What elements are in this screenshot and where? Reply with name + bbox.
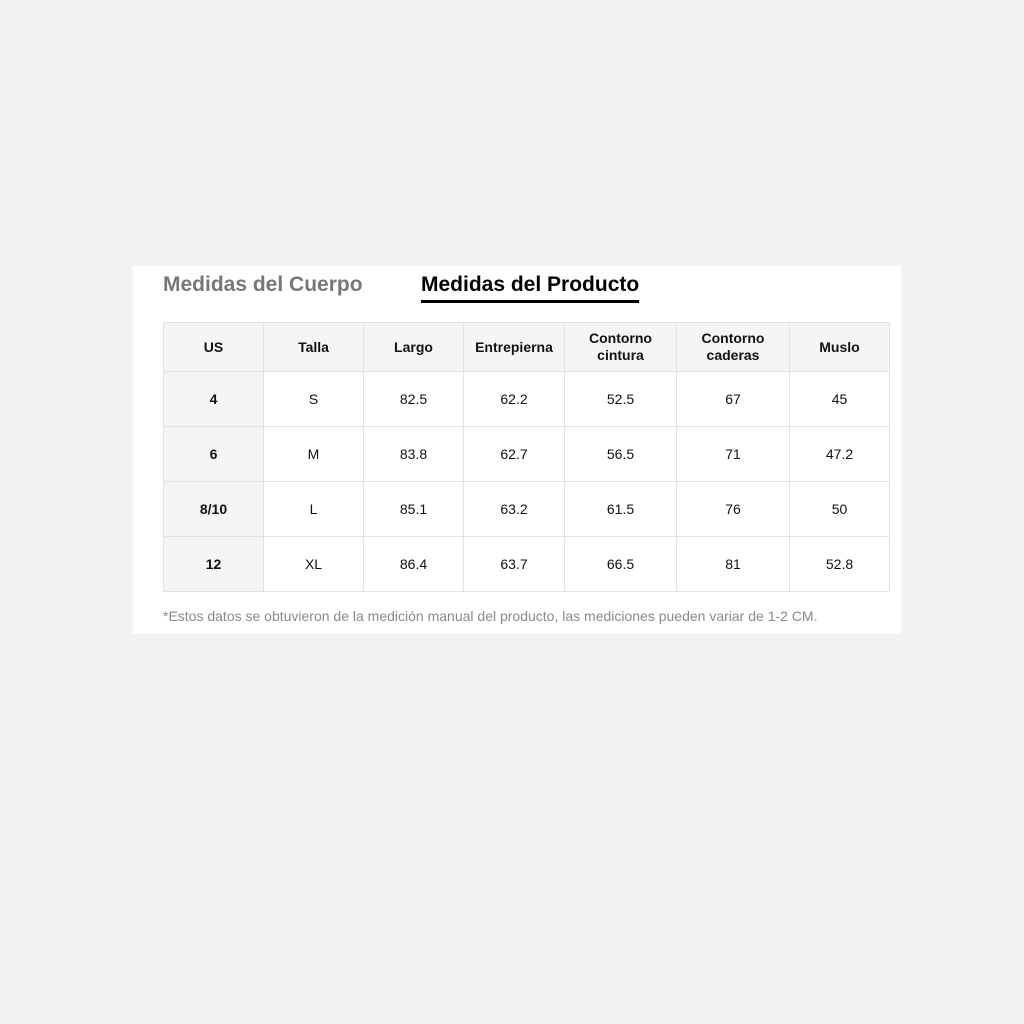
table-cell: 81 bbox=[677, 537, 790, 592]
table-row bbox=[164, 427, 890, 482]
table-row bbox=[164, 372, 890, 427]
table-cell: M bbox=[264, 427, 364, 482]
table-cell: S bbox=[264, 372, 364, 427]
column-header-entrepierna: Entrepierna bbox=[464, 323, 565, 372]
table-row bbox=[164, 482, 890, 537]
table-cell: 56.5 bbox=[565, 427, 677, 482]
table-cell: 8/10 bbox=[164, 482, 264, 537]
column-header-contorno-caderas: Contorno caderas bbox=[677, 323, 790, 372]
table-cell: 50 bbox=[790, 482, 890, 537]
size-table-body bbox=[164, 372, 890, 592]
table-cell: 76 bbox=[677, 482, 790, 537]
table-cell: 85.1 bbox=[364, 482, 464, 537]
table-cell: 62.7 bbox=[464, 427, 565, 482]
table-row bbox=[164, 537, 890, 592]
table-cell: 71 bbox=[677, 427, 790, 482]
table-cell: XL bbox=[264, 537, 364, 592]
table-cell: 12 bbox=[164, 537, 264, 592]
table-cell: 83.8 bbox=[364, 427, 464, 482]
column-header-largo: Largo bbox=[364, 323, 464, 372]
column-header-contorno-cintura: Contorno cintura bbox=[565, 323, 677, 372]
table-cell: 82.5 bbox=[364, 372, 464, 427]
header-row bbox=[164, 323, 890, 372]
table-cell: 63.7 bbox=[464, 537, 565, 592]
table-cell: 66.5 bbox=[565, 537, 677, 592]
table-cell: 4 bbox=[164, 372, 264, 427]
table-cell: 86.4 bbox=[364, 537, 464, 592]
table-cell: L bbox=[264, 482, 364, 537]
column-header-muslo: Muslo bbox=[790, 323, 890, 372]
size-chart-panel bbox=[133, 266, 901, 634]
measurement-disclaimer: *Estos datos se obtuvieron de la medición manual del producto, las mediciones pueden variar de 1-2 CM. bbox=[163, 608, 818, 624]
table-cell: 63.2 bbox=[464, 482, 565, 537]
table-cell: 52.5 bbox=[565, 372, 677, 427]
table-cell: 62.2 bbox=[464, 372, 565, 427]
table-cell: 47.2 bbox=[790, 427, 890, 482]
size-table bbox=[163, 322, 890, 592]
tab-body-measurements[interactable]: Medidas del Cuerpo bbox=[163, 273, 363, 296]
column-header-us: US bbox=[164, 323, 264, 372]
column-header-talla: Talla bbox=[264, 323, 364, 372]
tab-product-measurements[interactable]: Medidas del Producto bbox=[421, 272, 639, 303]
table-cell: 6 bbox=[164, 427, 264, 482]
table-cell: 45 bbox=[790, 372, 890, 427]
table-cell: 52.8 bbox=[790, 537, 890, 592]
table-cell: 67 bbox=[677, 372, 790, 427]
size-table-header bbox=[164, 323, 890, 372]
table-cell: 61.5 bbox=[565, 482, 677, 537]
